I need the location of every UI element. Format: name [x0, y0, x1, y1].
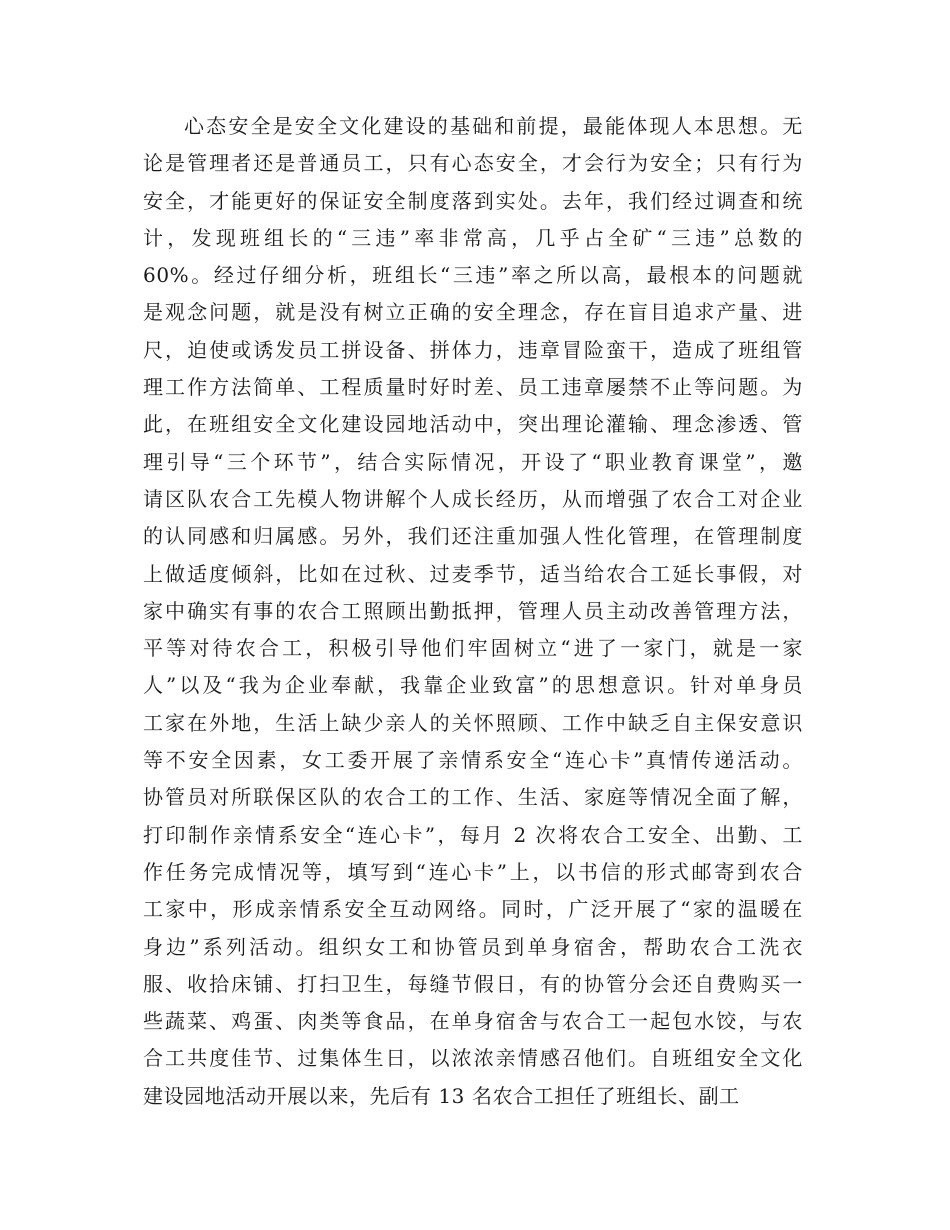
text-line: 是观念问题，就是没有树立正确的安全理念，存在盲目追求产量、进 [143, 300, 803, 325]
text-line: 论是管理者还是普通员工，只有心态安全，才会行为安全；只有行为 [143, 151, 803, 176]
text-line: 打印制作亲情系安全“连心卡”，每月 2 次将农合工安全、出勤、工 [143, 822, 803, 847]
text-line: 此，在班组安全文化建设园地活动中，突出理论灌输、理念渗透、管 [143, 412, 803, 437]
text-line: 些蔬菜、鸡蛋、肉类等食品，在单身宿舍与农合工一起包水饺，与农 [143, 1009, 803, 1034]
text-line: 合工共度佳节、过集体生日，以浓浓亲情感召他们。自班组安全文化 [143, 1046, 803, 1071]
text-line: 人”以及“我为企业奉献，我靠企业致富”的思想意识。针对单身员 [143, 673, 803, 698]
text-line: 工家中，形成亲情系安全互动网络。同时，广泛开展了“家的温暖在 [143, 897, 803, 922]
text-line: 理引导“三个环节”，结合实际情况，开设了“职业教育课堂”，邀 [143, 449, 803, 474]
text-line: 理工作方法简单、工程质量时好时差、员工违章屡禁不止等问题。为 [143, 375, 803, 400]
text-line: 协管员对所联保区队的农合工的工作、生活、家庭等情况全面了解， [143, 785, 803, 810]
body-paragraph [143, 108, 803, 1115]
text-line: 建设园地活动开展以来，先后有 13 名农合工担任了班组长、副工 [143, 1083, 740, 1108]
text-line: 身边”系列活动。组织女工和协管员到单身宿舍，帮助农合工洗衣 [143, 934, 803, 959]
text-line: 等不安全因素，女工委开展了亲情系安全“连心卡”真情传递活动。 [143, 748, 803, 773]
text-line: 请区队农合工先模人物讲解个人成长经历，从而增强了农合工对企业 [143, 486, 803, 511]
text-line: 作任务完成情况等，填写到“连心卡”上，以书信的形式邮寄到农合 [143, 859, 803, 884]
text-line: 60%。经过仔细分析，班组长“三违”率之所以高，最根本的问题就 [143, 263, 803, 288]
text-line: 服、收拾床铺、打扫卫生，每缝节假日，有的协管分会还自费购买一 [143, 971, 803, 996]
text-line: 安全，才能更好的保证安全制度落到实处。去年，我们经过调查和统 [143, 188, 803, 213]
text-line: 计，发现班组长的“三违”率非常高，几乎占全矿“三违”总数的 [143, 225, 803, 250]
text-line: 平等对待农合工，积极引导他们牢固树立“进了一家门，就是一家 [143, 636, 803, 661]
text-line: 心态安全是安全文化建设的基础和前提，最能体现人本思想。无 [184, 114, 803, 138]
text-line: 的认同感和归属感。另外，我们还注重加强人性化管理，在管理制度 [143, 524, 803, 549]
text-line: 家中确实有事的农合工照顾出勤抵押，管理人员主动改善管理方法， [143, 598, 803, 623]
text-line: 上做适度倾斜，比如在过秋、过麦季节，适当给农合工延长事假，对 [143, 561, 803, 586]
text-line: 工家在外地，生活上缺少亲人的关怀照顾、工作中缺乏自主保安意识 [143, 710, 803, 735]
text-line: 尺，迫使或诱发员工拼设备、拼体力，违章冒险蛮干，造成了班组管 [143, 337, 803, 362]
